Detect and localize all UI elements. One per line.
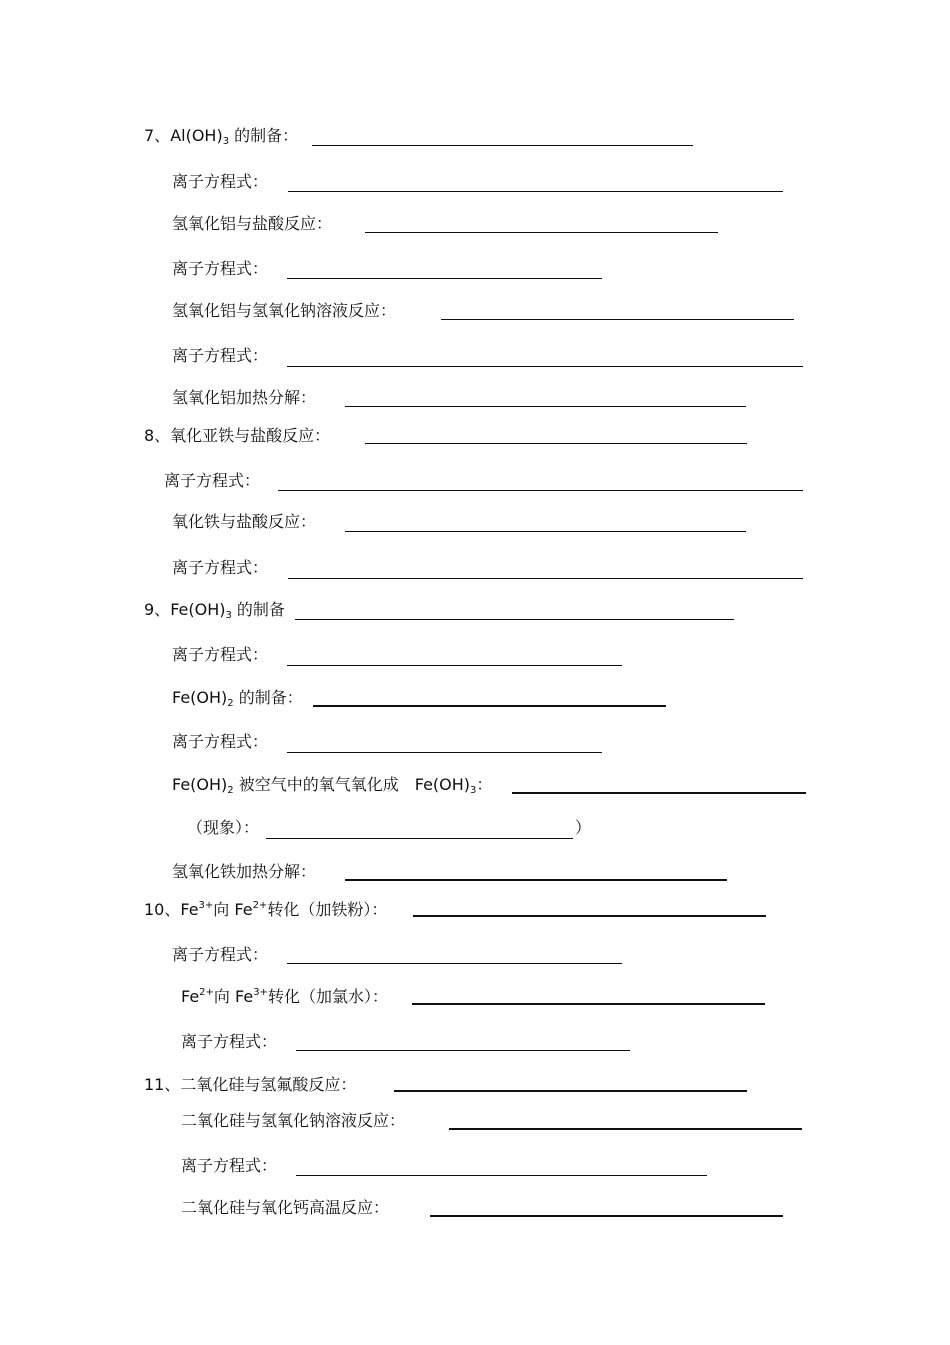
q9-oxidation-label: $Fe(OH)_2$ 被空气中的氧气氧化成 $Fe(OH)_3$：: [172, 775, 493, 796]
q7-hcl-label: 氢氧化铝与盐酸反应：: [172, 214, 333, 233]
q7-ion-label-1: 离子方程式：: [172, 172, 269, 191]
q11-cao-answer-line[interactable]: [430, 1215, 783, 1217]
q11-naoh-answer-line[interactable]: [449, 1128, 802, 1130]
q7-ion-answer-line-2[interactable]: [287, 278, 602, 279]
q10-ion-answer-line-2[interactable]: [296, 1050, 630, 1051]
q8-fe2o3-answer-line[interactable]: [345, 531, 746, 532]
q9-ion-label-2: 离子方程式：: [172, 732, 269, 751]
q10-ion-label-1: 离子方程式：: [172, 945, 269, 964]
q7-heat-answer-line[interactable]: [345, 406, 746, 407]
q7-ion-answer-line-1[interactable]: [288, 191, 783, 192]
q9-oxidation-answer-line[interactable]: [512, 792, 806, 794]
q9-heat-label: 氢氧化铁加热分解：: [172, 862, 317, 881]
q10-answer-line[interactable]: [413, 915, 766, 917]
q11-cao-label: 二氧化硅与氧化钙高温反应：: [181, 1198, 390, 1217]
q9-ion-label-1: 离子方程式：: [172, 645, 269, 664]
q11-naoh-label: 二氧化硅与氢氧化钠溶液反应：: [181, 1111, 406, 1130]
q9-answer-line[interactable]: [295, 619, 734, 620]
q8-ion-label-2: 离子方程式：: [172, 558, 269, 577]
q11-answer-line[interactable]: [394, 1090, 747, 1092]
q11-label: 11、二氧化硅与氢氟酸反应：: [144, 1075, 357, 1094]
q9-phenomenon-answer-line[interactable]: [266, 838, 573, 839]
q10-ion-label-2: 离子方程式：: [181, 1032, 278, 1051]
q7-ion-label-2: 离子方程式：: [172, 259, 269, 278]
q9-feoh2-label: $Fe(OH)_2$ 的制备：: [172, 688, 303, 709]
q8-ion-answer-line-1[interactable]: [278, 490, 803, 491]
q7-hcl-answer-line[interactable]: [365, 232, 718, 233]
q8-ion-answer-line-2[interactable]: [288, 578, 803, 579]
q9-phenomenon-label: （现象）：: [187, 818, 260, 837]
q10b-answer-line[interactable]: [412, 1003, 765, 1005]
q7-label: 7、$Al(OH)_3$ 的制备：: [144, 126, 299, 147]
q10-label: 10、$Fe^{3+}$向 $Fe^{2+}$转化（加铁粉）：: [144, 900, 388, 919]
q7-naoh-label: 氢氧化铝与氢氧化钠溶液反应：: [172, 301, 397, 320]
q7-ion-answer-line-3[interactable]: [287, 366, 803, 367]
q7-answer-line[interactable]: [312, 145, 693, 146]
q9-label: 9、$Fe(OH)_3$ 的制备: [144, 600, 285, 621]
q9-ion-answer-line-2[interactable]: [287, 752, 602, 753]
q8-fe2o3-label: 氧化铁与盐酸反应：: [172, 512, 317, 531]
q8-label: 8、氧化亚铁与盐酸反应：: [144, 426, 331, 445]
q8-ion-label-1: 离子方程式：: [164, 471, 261, 490]
q7-ion-label-3: 离子方程式：: [172, 346, 269, 365]
q10b-label: $Fe^{2+}$向 $Fe^{3+}$转化（加氯水）：: [181, 987, 388, 1006]
q7-heat-label: 氢氧化铝加热分解：: [172, 388, 317, 407]
q10-ion-answer-line-1[interactable]: [287, 963, 622, 964]
q9-feoh2-answer-line[interactable]: [313, 705, 666, 707]
q11-ion-answer-line[interactable]: [296, 1175, 707, 1176]
q9-ion-answer-line-1[interactable]: [287, 665, 622, 666]
q8-answer-line[interactable]: [365, 443, 747, 444]
q9-heat-answer-line[interactable]: [345, 879, 727, 881]
q7-naoh-answer-line[interactable]: [441, 319, 794, 320]
q9-phenomenon-close-paren: ）: [575, 818, 592, 837]
q11-ion-label: 离子方程式：: [181, 1156, 278, 1175]
